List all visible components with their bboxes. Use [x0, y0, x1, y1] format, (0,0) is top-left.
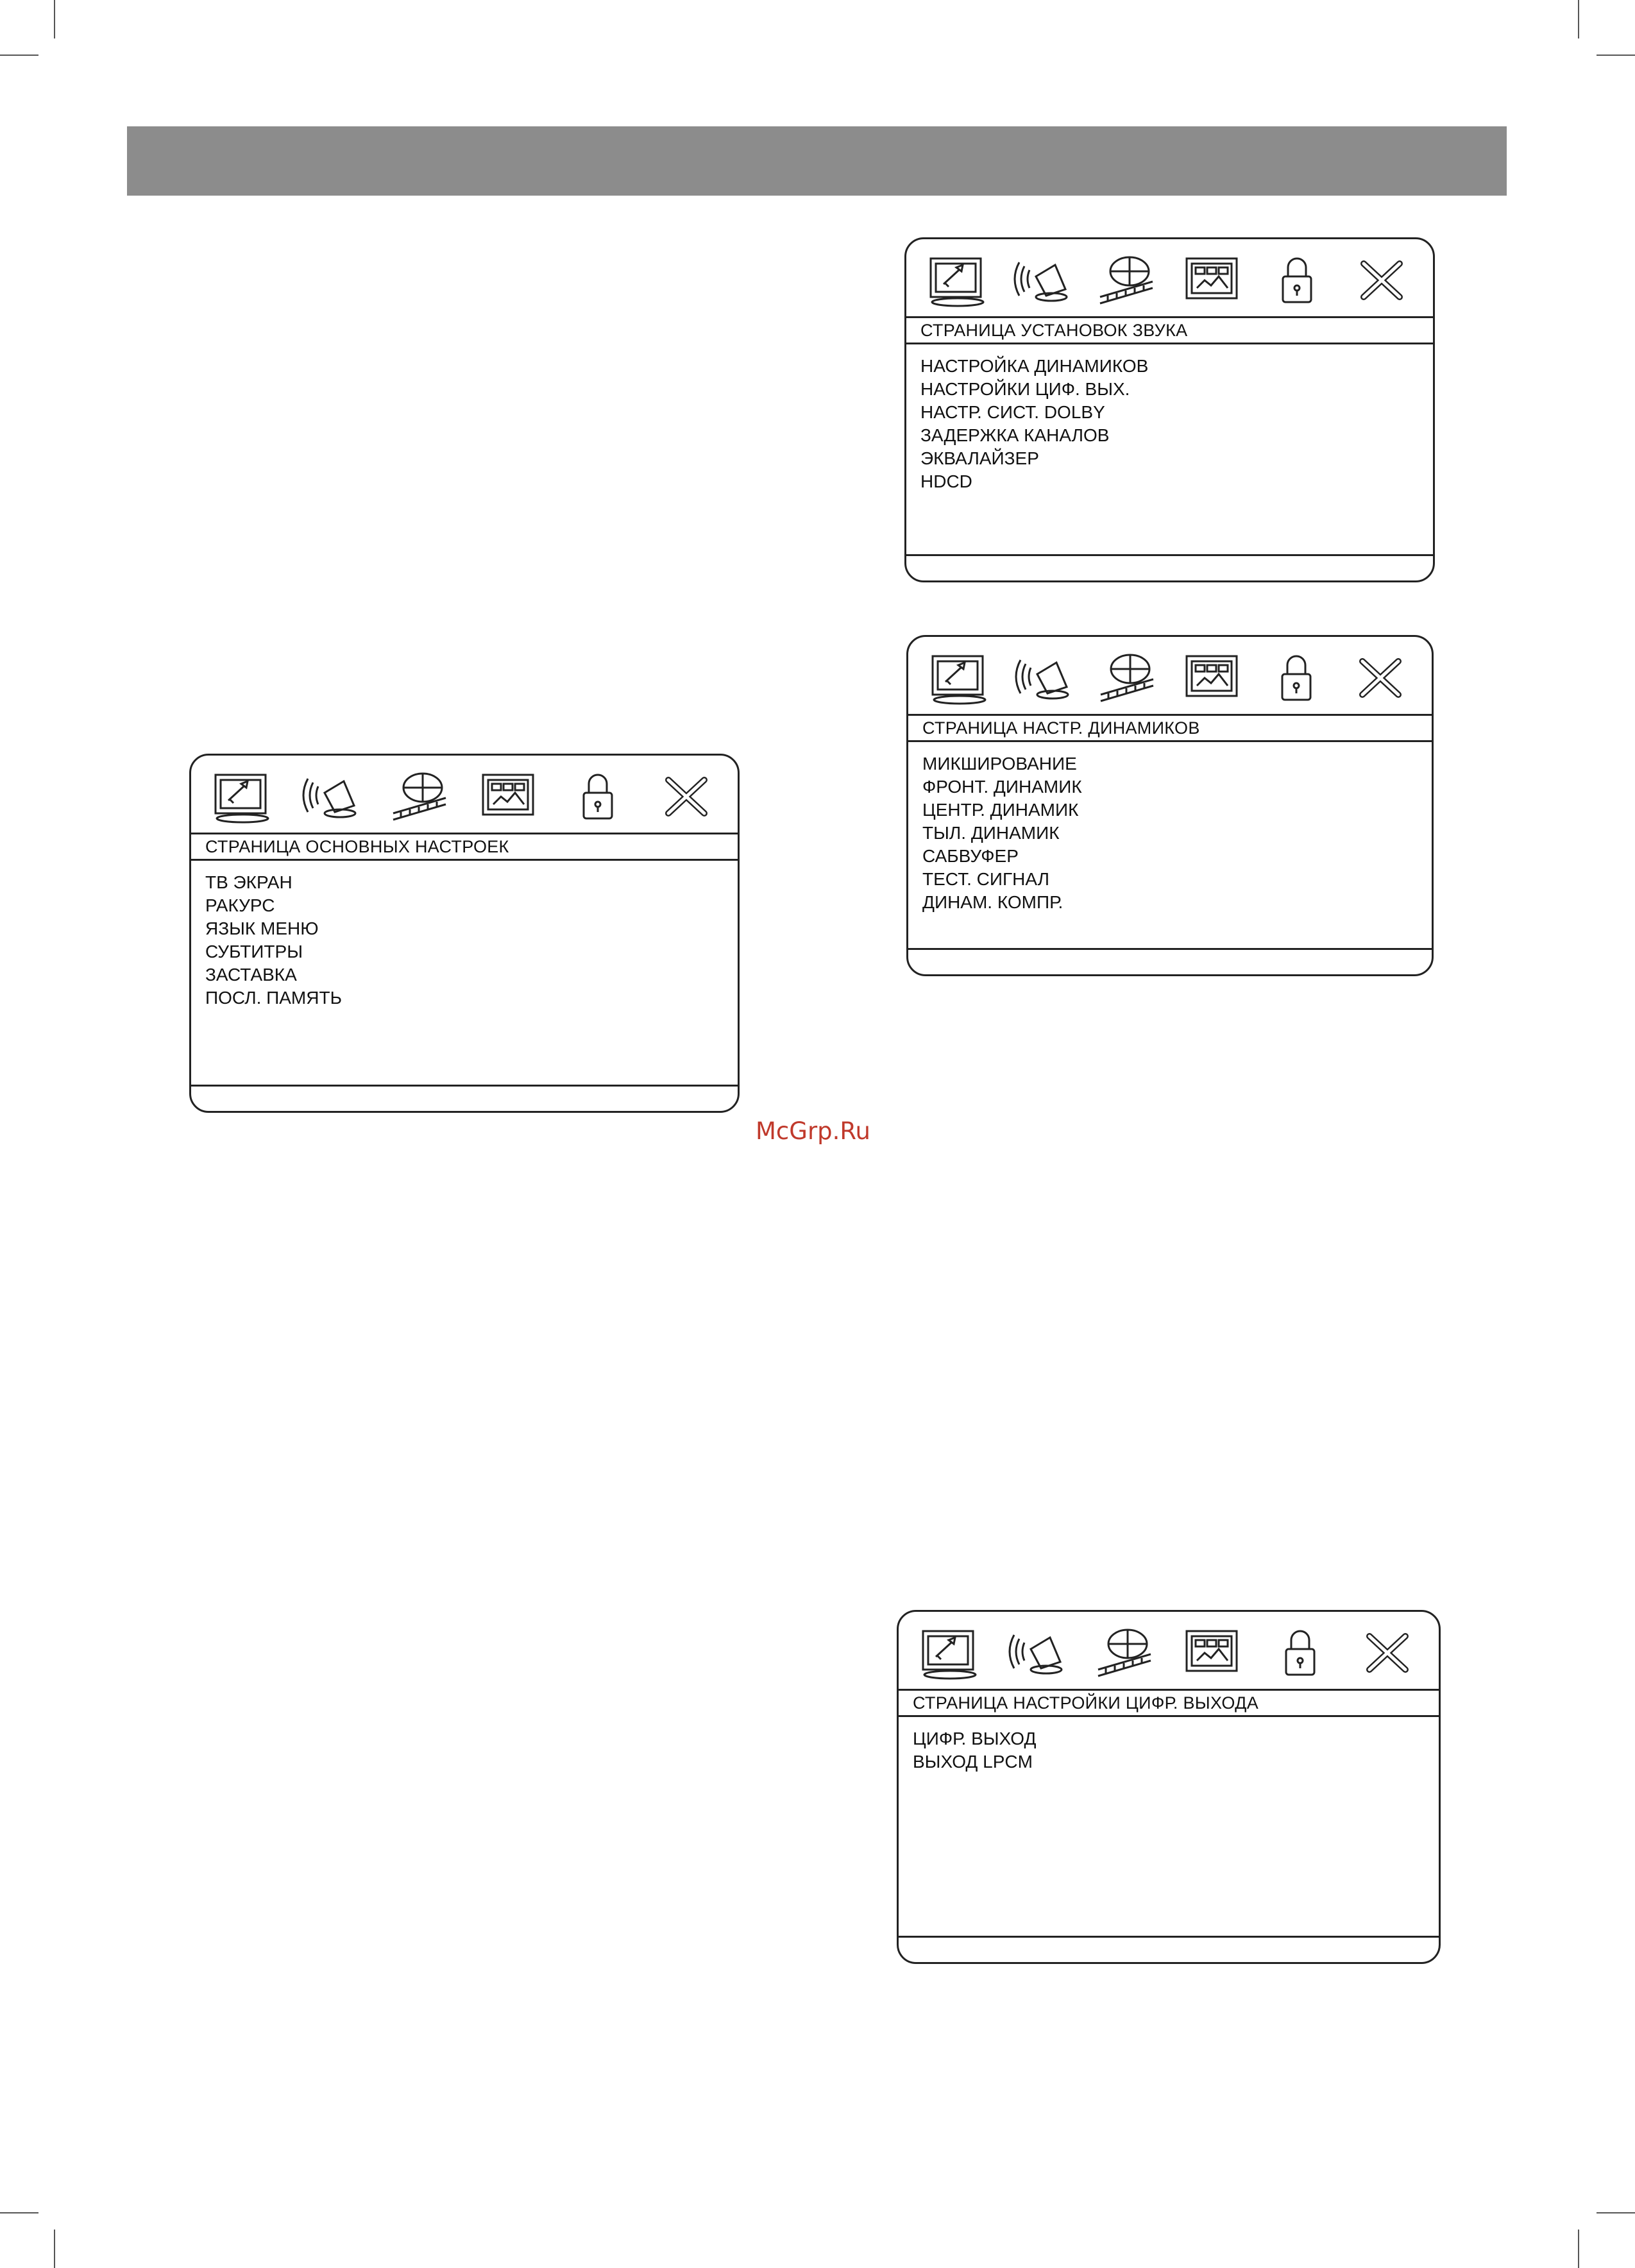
page-title: СТРАНИЦА НАСТРОЙКИ ЦИФР. ВЫХОДА: [899, 1689, 1439, 1717]
footer-divider: [899, 1936, 1439, 1938]
page-title: СТРАНИЦА ОСНОВНЫХ НАСТРОЕК: [191, 833, 738, 861]
disc-film-icon[interactable]: [388, 767, 452, 825]
speaker-icon[interactable]: [299, 767, 363, 825]
menu-list: [920, 355, 1420, 493]
menu-item[interactable]: ЦИФР. ВЫХОД: [913, 1729, 1037, 1748]
menu-list: [922, 752, 1419, 914]
picture-icon[interactable]: [477, 767, 541, 825]
speaker-icon[interactable]: [1005, 1623, 1069, 1681]
page-header-bar: [127, 126, 1507, 196]
general-setup-panel: [189, 754, 740, 1113]
icon-row: [906, 239, 1433, 316]
speaker-setup-panel: [906, 635, 1434, 976]
close-icon[interactable]: [1350, 251, 1414, 309]
menu-item[interactable]: РАКУРС: [205, 895, 275, 915]
lock-icon[interactable]: [1268, 1623, 1332, 1681]
footer-divider: [191, 1085, 738, 1087]
picture-icon[interactable]: [1180, 1623, 1244, 1681]
crop-mark: [0, 2212, 38, 2213]
speaker-icon[interactable]: [1010, 251, 1074, 309]
menu-item[interactable]: HDCD: [920, 471, 972, 491]
disc-film-icon[interactable]: [1095, 251, 1159, 309]
menu-item[interactable]: ФРОНТ. ДИНАМИК: [922, 777, 1082, 797]
setup-tv-icon[interactable]: [918, 1623, 982, 1681]
digital-output-panel: [897, 1610, 1441, 1964]
menu-item[interactable]: НАСТР. СИСТ. DOLBY: [920, 402, 1105, 422]
page-title: СТРАНИЦА НАСТР. ДИНАМИКОВ: [908, 714, 1432, 742]
menu-item[interactable]: ЗАДЕРЖКА КАНАЛОВ: [920, 425, 1110, 445]
crop-mark: [54, 2230, 55, 2268]
lock-icon[interactable]: [566, 767, 630, 825]
setup-tv-icon[interactable]: [926, 251, 990, 309]
page-title: СТРАНИЦА УСТАНОВОК ЗВУКА: [906, 316, 1433, 344]
crop-mark: [1578, 0, 1579, 38]
menu-item[interactable]: ТВ ЭКРАН: [205, 872, 292, 892]
audio-setup-panel: [904, 237, 1435, 582]
crop-mark: [1597, 2212, 1635, 2213]
footer-divider: [908, 948, 1432, 950]
crop-mark: [0, 55, 38, 56]
setup-tv-icon[interactable]: [928, 648, 992, 706]
menu-item[interactable]: ДИНАМ. КОМПР.: [922, 892, 1063, 912]
icon-row: [899, 1612, 1439, 1689]
icon-row: [908, 637, 1432, 714]
picture-icon[interactable]: [1180, 251, 1244, 309]
footer-divider: [906, 554, 1433, 556]
close-icon[interactable]: [1355, 1623, 1419, 1681]
crop-mark: [1597, 55, 1635, 56]
disc-film-icon[interactable]: [1096, 648, 1160, 706]
disc-film-icon[interactable]: [1093, 1623, 1157, 1681]
lock-icon[interactable]: [1265, 251, 1329, 309]
menu-item[interactable]: ВЫХОД LPCM: [913, 1752, 1033, 1772]
menu-list: [913, 1727, 1426, 1773]
menu-item[interactable]: ЦЕНТР. ДИНАМИК: [922, 800, 1079, 820]
crop-mark: [54, 0, 55, 38]
menu-item[interactable]: ЗАСТАВКА: [205, 965, 297, 985]
watermark: McGrp.Ru: [756, 1117, 870, 1145]
menu-item[interactable]: ПОСЛ. ПАМЯТЬ: [205, 988, 342, 1008]
speaker-icon[interactable]: [1012, 648, 1076, 706]
menu-item[interactable]: МИКШИРОВАНИЕ: [922, 754, 1077, 774]
menu-item[interactable]: ТЫЛ. ДИНАМИК: [922, 823, 1060, 843]
menu-list: [205, 871, 725, 1010]
close-icon[interactable]: [654, 767, 718, 825]
picture-icon[interactable]: [1180, 648, 1244, 706]
menu-item[interactable]: НАСТРОЙКА ДИНАМИКОВ: [920, 356, 1149, 376]
close-icon[interactable]: [1348, 648, 1412, 706]
setup-tv-icon[interactable]: [210, 767, 275, 825]
menu-item[interactable]: ТЕСТ. СИГНАЛ: [922, 869, 1050, 889]
menu-item[interactable]: ЯЗЫК МЕНЮ: [205, 918, 319, 938]
menu-item[interactable]: НАСТРОЙКИ ЦИФ. ВЫХ.: [920, 379, 1130, 399]
menu-item[interactable]: ЭКВАЛАЙЗЕР: [920, 448, 1039, 468]
crop-mark: [1578, 2230, 1579, 2268]
lock-icon[interactable]: [1264, 648, 1328, 706]
menu-item[interactable]: СУБТИТРЫ: [205, 942, 303, 961]
icon-row: [191, 756, 738, 833]
menu-item[interactable]: САБВУФЕР: [922, 846, 1019, 866]
